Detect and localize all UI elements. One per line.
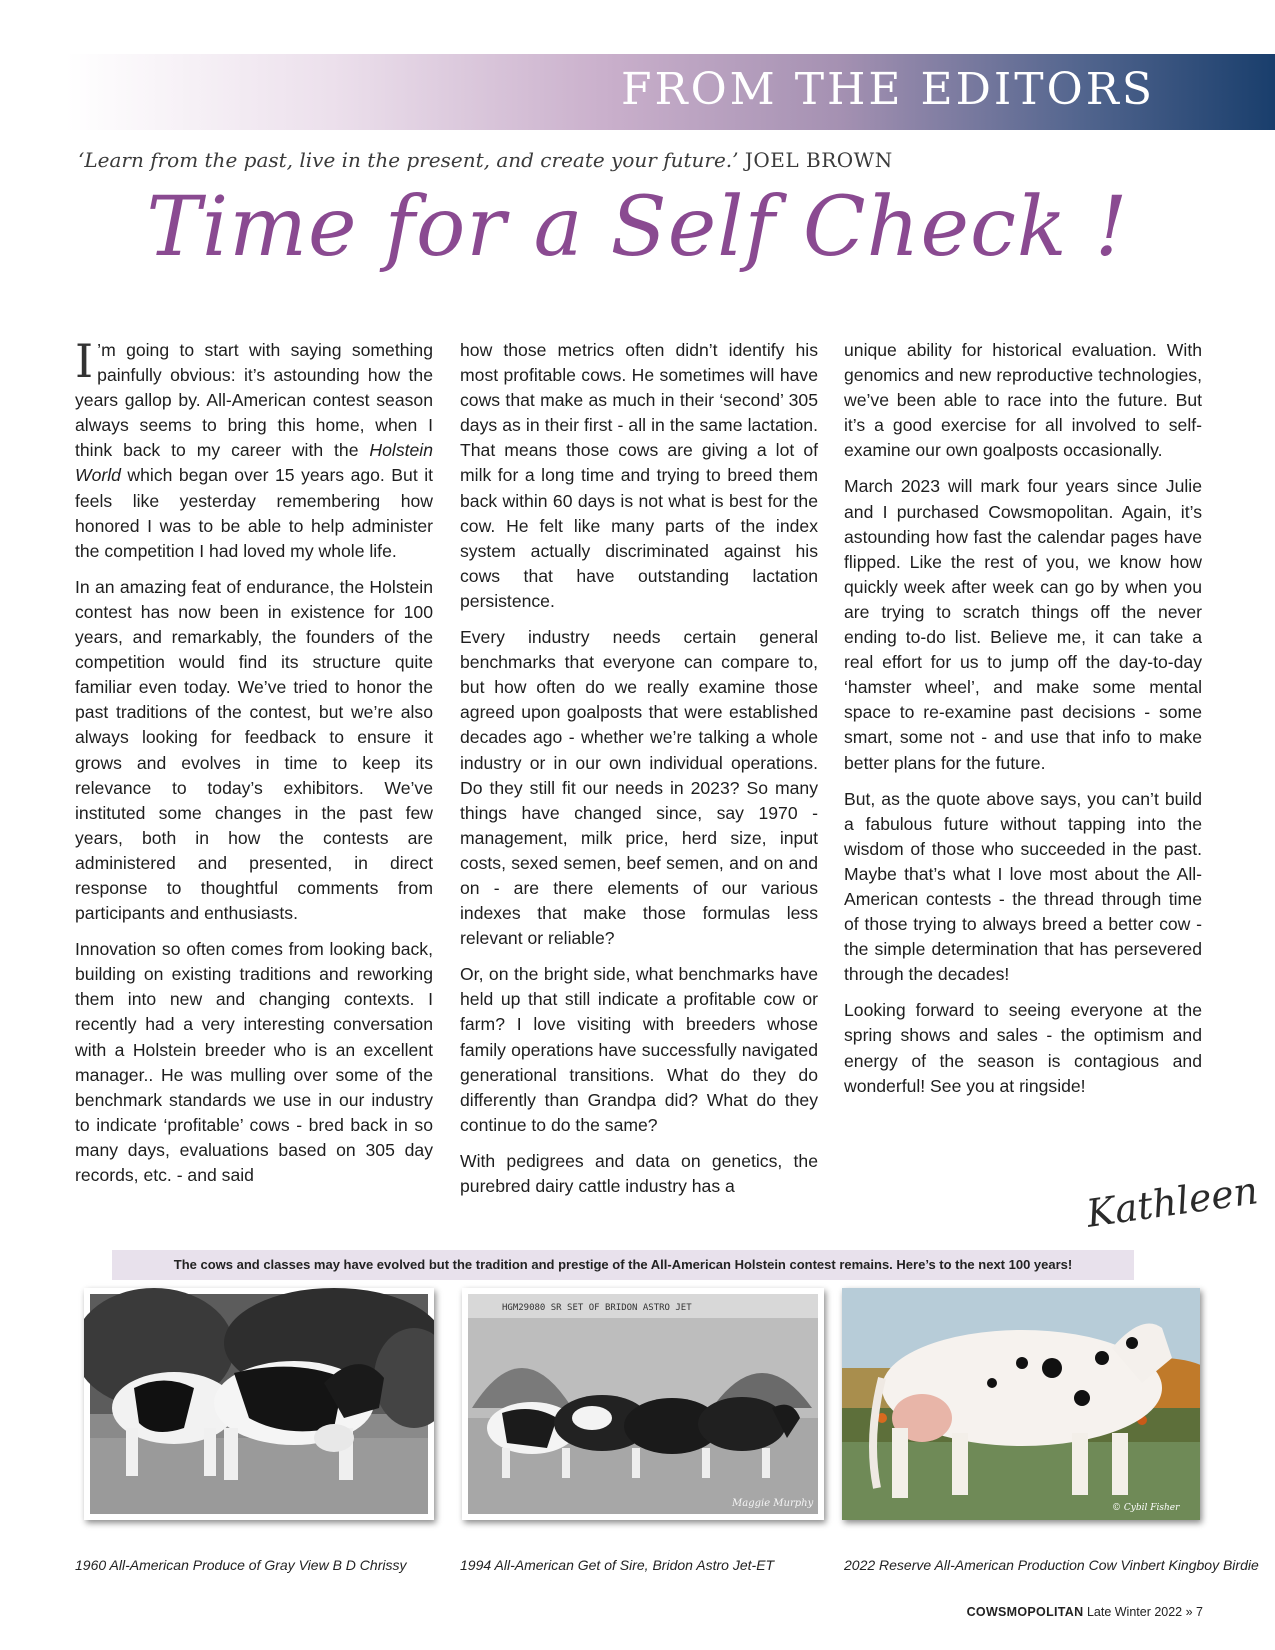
paragraph: March 2023 will mark four years since Julie and I purchased Cowsmopolitan. Again, it’s astounding how fast the calendar pages have flipped. Like the rest of you, we know how quickly week after week can go by when you are trying to scratch things off the never ending to-do list. Believe me, it can take a real effort for us to jump off the day-to-day ‘hamster wheel’, and make some mental space to re-examine past decisions - some smart, some not - and use that info to make better plans for the future.	[844, 476, 1202, 773]
paragraph: Innovation so often comes from looking back, building on existing traditions and reworking them into new and changing contexts. I recently had a very interesting conversation with a Holstein breeder who is an excellent manager.. He was mulling over some of the benchmark standards we use in our industry to indicate ‘profitable’ cows - bred back in so many days, evaluations based on 305 day records, etc. - and said	[75, 939, 433, 1185]
photo-caption: 2022 Reserve All-American Production Cow Vinbert Kingboy Birdie	[844, 1557, 1259, 1573]
article-headline: Time for a Self Check !	[146, 180, 1129, 275]
magazine-name: COWSMOPOLITAN	[966, 1605, 1084, 1619]
pull-quote	[78, 148, 893, 172]
photo-watermark: © Cybil Fisher	[1112, 1503, 1180, 1513]
paragraph: In an amazing feat of endurance, the Holstein contest has now been in existence for 100 years, and remarkably, the founders of the competition would find its structure quite familiar even today. We’ve tried to honor the past traditions of the contest, but we’re also always looking for feedback to ensure it grows and evolves in time to keep its relevance to today’s exhibitors. We’ve instituted some changes in the past few years, both in how the contests are administered and presented, in direct response to thoughtful comments from participants and enthusiasts.	[75, 576, 433, 924]
paragraph: But, as the quote above says, you can’t build a fabulous future without tapping into the wisdom of those who succeeded in the past. Maybe that’s what I love most about the All-American contests - the thread through time of those trying to always breed a better cow - the simple determination that has persevered through the decades!	[844, 788, 1202, 985]
quote-author: JOEL BROWN	[744, 148, 893, 172]
paragraph	[75, 334, 433, 564]
drop-cap: I	[75, 334, 94, 388]
photo-1994-astro-jet	[462, 1288, 824, 1520]
paragraph: Every industry needs certain general benchmarks that everyone can compare to, but how often do we really examine those agreed upon goalposts that were established decades ago - whether we’re talking a whole industry or in our own individual operations. Do they still fit our needs in 2023? So many things have changed since, say 1970 - management, milk price, herd size, input costs, sexed semen, beef semen, and on and on - are there elements of our various indexes that make those formulas less relevant or reliable?	[460, 627, 818, 949]
photo-watermark: Maggie Murphy	[732, 1498, 814, 1509]
photo-caption: 1960 All-American Produce of Gray View B D Chrissy	[75, 1557, 407, 1573]
publication-name: Holstein World	[75, 440, 433, 486]
paragraph: With pedigrees and data on genetics, the purebred dairy cattle industry has a	[460, 1150, 818, 1196]
issue-name: Late Winter 2022 »	[1086, 1605, 1193, 1619]
photo-caption-bar	[112, 1250, 1134, 1280]
page-footer	[967, 1605, 1203, 1619]
paragraph-text: which began over 15 years ago. But it feels like yesterday remembering how honored I was to be able to help administer the competition I had loved my whole life.	[75, 465, 433, 561]
paragraph: Or, on the bright side, what benchmarks have held up that still indicate a profitable cow or farm? I love visiting with breeders whose family operations have successfully navigated generational transitions. What do they do differently than Grandpa did? What do they continue to do the same?	[460, 964, 818, 1135]
cow-photo-image	[842, 1288, 1200, 1520]
article-column-1	[75, 334, 433, 1199]
paragraph: how those metrics often didn’t identify his most profitable cows. He sometimes will have cows that make as much in their ‘second’ 305 days as in their first - all in the same lactation. That means those cows are giving a lot of milk for a long time and trying to breed them back within 60 days is not what is best for the cow. He felt like many parts of the index system actually discriminated against his cows that have outstanding lactation persistence.	[460, 340, 818, 611]
section-header-bar	[66, 54, 1275, 130]
photo-2022-birdie	[842, 1288, 1200, 1520]
photo-1960-chrissy	[84, 1288, 434, 1520]
quote-text: ‘Learn from the past, live in the present, and create your future.’	[78, 148, 739, 172]
editor-signature: Kathleen	[1083, 1168, 1261, 1236]
photo-label: HGM29080 SR SET OF BRIDON ASTRO JET	[502, 1303, 692, 1313]
cows-photo-image	[462, 1288, 824, 1520]
section-title: FROM THE EDITORS	[620, 64, 1155, 115]
article-column-3	[844, 338, 1202, 1110]
article-column-2	[460, 338, 818, 1210]
page-number: 7	[1196, 1605, 1203, 1619]
photo-caption: 1994 All-American Get of Sire, Bridon Astro Jet-ET	[460, 1557, 775, 1573]
paragraph-text: ’m going to start with saying something painfully obvious: it’s astounding how the years gallop by. All-American contest season always seems to bring this home, when I think back to my career with the	[75, 340, 433, 461]
caption-bar-text: The cows and classes may have evolved but the tradition and prestige of the All-American Holstein contest remains. Here’s to the next 100 years!	[173, 1257, 1073, 1272]
cows-photo-image	[84, 1288, 434, 1520]
paragraph: unique ability for historical evaluation. With genomics and new reproductive technologies, we’ve been able to race into the future. But it’s a good exercise for all involved to self-examine our own goalposts occasionally.	[844, 340, 1202, 461]
paragraph: Looking forward to seeing everyone at the spring shows and sales - the optimism and energy of the season is contagious and wonderful! See you at ringside!	[844, 1000, 1202, 1096]
